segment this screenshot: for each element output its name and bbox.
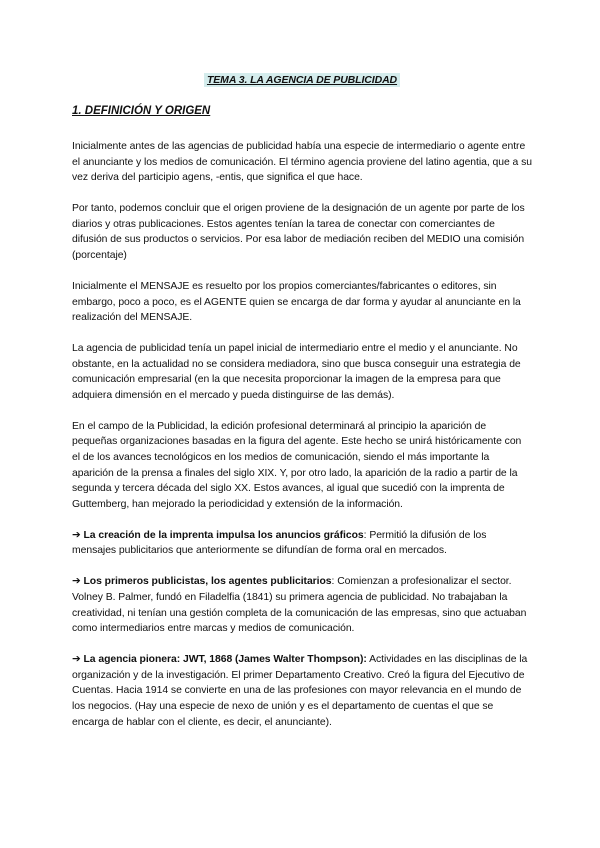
paragraph: En el campo de la Publicidad, la edición profesional determinará al principio la aparición de pequeñas organizaciones basadas en la figura del agente. Este hecho se unirá históricamente con el de los avances tecnológicos en los medios de comunicación, siendo el más importante la aparición de la prensa a finales del siglo XIX. Y, por otro lado, la aparición de la radio a partir de la segunda y tercera década del siglo XX. Estos avances, al igual que sucedió con la imprenta de Guttemberg, han mejorado la periodicidad y extensión de la información. xyxy=(72,420,522,510)
paragraph: Inicialmente el MENSAJE es resuelto por los propios comerciantes/fabricantes o editores, sin embargo, poco a poco, es el AGENTE quien se encarga de dar forma y ayudar al anunciante en la realización del MENSAJE. xyxy=(72,280,521,324)
bullet-text: : Permitió la difusión de los mensajes publicitarios que anteriormente se difundían de forma oral en mercados. xyxy=(72,529,487,557)
bullet-lead: ➔ Los primeros publicistas, los agentes publicitarios xyxy=(72,576,332,588)
paragraph: Por tanto, podemos concluir que el origen proviene de la designación de un agente por parte de los diarios y otras publicaciones. Estos agentes tenían la tarea de conectar con comerciantes de difusión de sus productos o servicios. Por esa labor de mediación reciben del MEDIO una comisión (porcentaje) xyxy=(72,203,525,261)
bullet-point xyxy=(72,528,532,559)
bullet-point xyxy=(72,652,532,730)
section-heading: 1. DEFINICIÓN Y ORIGEN xyxy=(72,105,211,117)
page-title: TEMA 3. LA AGENCIA DE PUBLICIDAD xyxy=(204,73,400,87)
bullet-text: Actividades en las disciplinas de la organización y de la investigación. El primer Departamento Creativo. Creó la figura del Ejecutivo de Cuentas. Hacia 1914 se convierte en una de las profesiones con mayor relevancia en el mundo de los negocios. (Hay una especie de nexo de unión y es el departamento de cuentas el que se encarga de hablar con el cliente, es decir, el anunciante). xyxy=(72,654,528,728)
bullet-point xyxy=(72,574,532,636)
bullet-text: : Comienzan a profesionalizar el sector. Volney B. Palmer, fundó en Filadelfia (1841) su primera agencia de publicidad. No trabajaban la creatividad, ni tenían una gestión completa de la comunicación de las empresas, sino que actuaban como intermediarios entre marcas y medios de comunicación. xyxy=(72,576,527,635)
bullet-lead: ➔ La agencia pionera: JWT, 1868 (James Walter Thompson): xyxy=(72,654,367,666)
paragraph: Inicialmente antes de las agencias de publicidad había una especie de intermediario o agente entre el anunciante y los medios de comunicación. El término agencia proviene del latino agentia, que a su vez deriva del participio agens, -entis, que significa el que hace. xyxy=(72,141,532,184)
paragraph: La agencia de publicidad tenía un papel inicial de intermediario entre el medio y el anunciante. No obstante, en la actualidad no se considera mediadora, sino que busca conseguir una estrategia de comunicación empresarial (en la que necesita proporcionar la imagen de la empresa para que adquiera dimensión en el mercado y pueda distinguirse de las demás). xyxy=(72,343,521,401)
bullet-lead: ➔ La creación de la imprenta impulsa los anuncios gráficos xyxy=(72,529,364,541)
title-wrap xyxy=(72,70,532,88)
document-page xyxy=(72,70,532,746)
